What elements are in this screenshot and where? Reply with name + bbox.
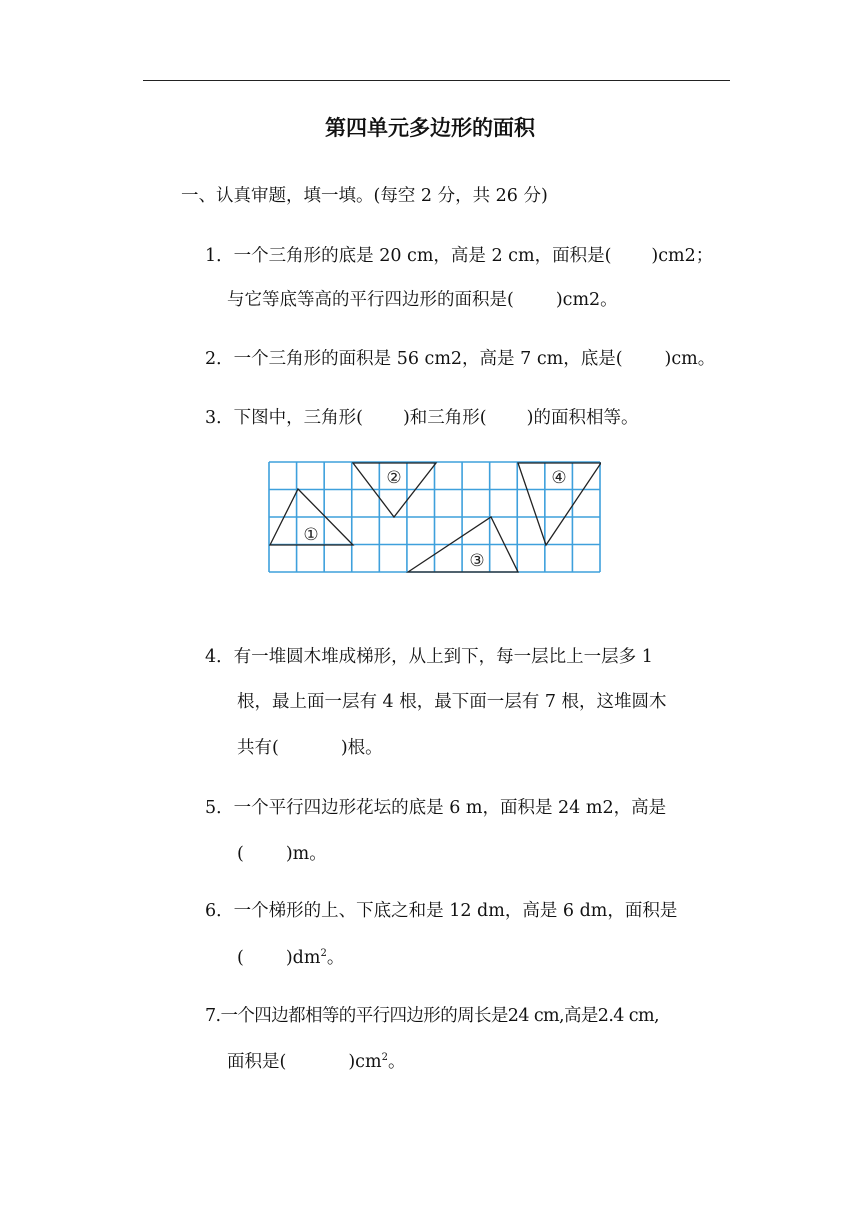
question-4-text-a: 共有( [237, 738, 279, 758]
triangle-3-label: ③ [469, 551, 485, 571]
question-4-line-3 [237, 736, 383, 760]
question-7-text-c: 。 [387, 1052, 406, 1072]
question-5-line-2 [237, 842, 327, 866]
question-5-line-1: 5．一个平行四边形花坛的底是 6 m，面积是 24 m2，高是 [205, 798, 667, 818]
question-6-line-2 [237, 946, 344, 970]
question-3 [205, 406, 638, 430]
grid-lines [269, 462, 600, 572]
triangle-1-label: ① [303, 525, 319, 545]
question-6-line-1: 6．一个梯形的上、下底之和是 12 dm，高是 6 dm，面积是 [205, 901, 678, 921]
triangle-4-label: ④ [551, 468, 567, 488]
triangle-2-label: ② [386, 468, 402, 488]
top-rule [143, 80, 730, 81]
page-title: 第四单元多边形的面积 [325, 116, 535, 140]
question-3-text-a: 3．下图中，三角形( [205, 408, 363, 428]
question-1-text-b: )cm2； [651, 246, 714, 266]
question-6-text-c: 。 [326, 948, 345, 968]
question-7-text-b: )cm [348, 1052, 382, 1072]
question-1-text-c: 与它等底等高的平行四边形的面积是( [227, 290, 514, 310]
question-1-text-a: 1．一个三角形的底是 20 cm，高是 2 cm，面积是( [205, 246, 612, 266]
question-5-text-b: )m。 [285, 844, 327, 864]
question-7-line-1: 7.一个四边都相等的平行四边形的周长是24 cm,高是2.4 cm, [205, 1006, 659, 1026]
question-1-line-2 [227, 288, 618, 312]
superscript-2: 2 [381, 1052, 388, 1064]
question-5-text-a: ( [237, 844, 244, 864]
question-1-line-1 [205, 244, 713, 268]
question-2 [205, 347, 715, 371]
question-1-text-d: )cm2。 [555, 290, 618, 310]
question-7-line-2 [227, 1050, 405, 1074]
question-4-line-2: 根，最上面一层有 4 根，最下面一层有 7 根，这堆圆木 [237, 692, 667, 712]
superscript-2: 2 [320, 948, 327, 960]
question-3-text-b: )和三角形( [402, 408, 487, 428]
section-heading: 一、认真审题，填一填。(每空 2 分，共 26 分) [181, 186, 548, 206]
question-7-text-a: 面积是( [227, 1052, 287, 1072]
question-4-line-1: 4．有一堆圆木堆成梯形，从上到下，每一层比上一层多 1 [205, 647, 653, 667]
triangle-grid-figure [268, 461, 601, 573]
grid-svg [268, 461, 601, 573]
question-3-text-c: )的面积相等。 [526, 408, 639, 428]
question-6-text-b: )dm [285, 948, 321, 968]
question-2-text-a: 2．一个三角形的面积是 56 cm2，高是 7 cm，底是( [205, 349, 623, 369]
question-2-text-b: )cm。 [664, 349, 716, 369]
question-6-text-a: ( [237, 948, 244, 968]
question-4-text-b: )根。 [340, 738, 383, 758]
